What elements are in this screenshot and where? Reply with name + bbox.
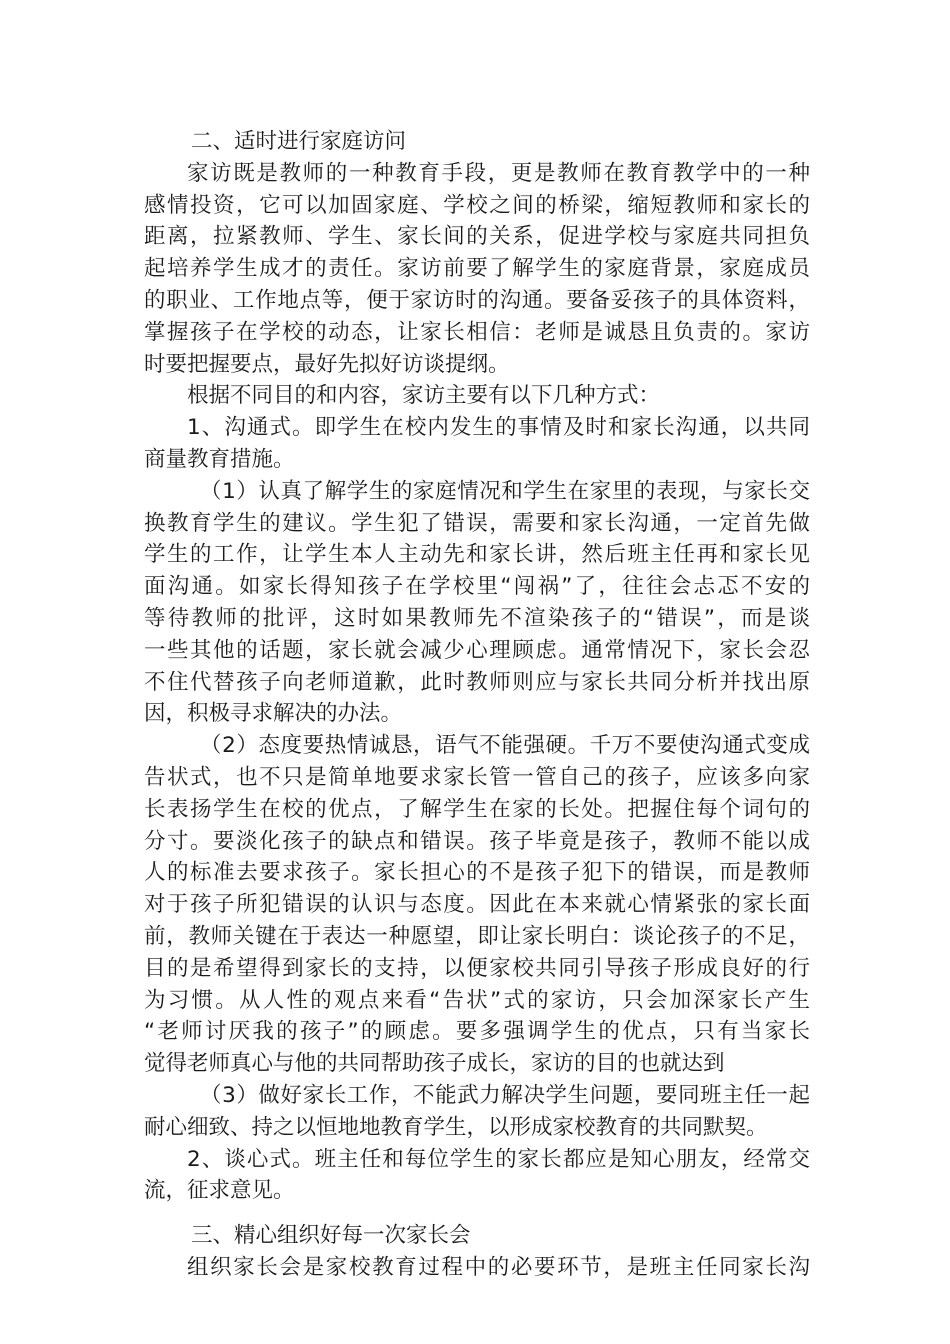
- paragraph-line: 根据不同目的和内容，家访主要有以下几种方式：: [187, 383, 661, 409]
- section-heading: 二、适时进行家庭访问: [191, 129, 407, 154]
- sub-item-line: 为习惯。从人性的观点来看“告状”式的家访，只会加深家长产生: [144, 987, 810, 1013]
- sub-item-line: 对于孩子所犯错误的认识与态度。因此在本来就心情紧张的家长面: [144, 892, 810, 918]
- sub-item-line: 因，积极寻求解决的办法。: [144, 701, 403, 727]
- list-item-line: 商量教育措施。: [144, 446, 295, 472]
- sub-item-line: “老师讨厌我的孩子”的顾虑。要多强调学生的优点，只有当家长: [144, 1019, 810, 1045]
- paragraph-line: 感情投资，它可以加固家庭、学校之间的桥梁，缩短教师和家长的: [144, 192, 810, 218]
- sub-item-line: （1）认真了解学生的家庭情况和学生在家里的表现，与家长交: [200, 478, 810, 504]
- list-item-line: 流，征求意见。: [144, 1178, 295, 1204]
- paragraph-line: 时要把握要点，最好先拟好访谈提纲。: [144, 351, 510, 377]
- paragraph-line: 组织家长会是家校教育过程中的必要环节，是班主任同家长沟: [187, 1254, 810, 1280]
- list-item-line: 1、沟通式。即学生在校内发生的事情及时和家长沟通，以共同: [187, 415, 810, 441]
- sub-item-line: 学生的工作，让学生本人主动先和家长讲，然后班主任再和家长见: [144, 542, 810, 568]
- sub-item-line: 面沟通。如家长得知孩子在学校里“闯祸”了，往往会忐忑不安的: [144, 574, 810, 600]
- sub-item-line: 觉得老师真心与他的共同帮助孩子成长，家访的目的也就达到: [144, 1051, 725, 1077]
- paragraph-line: 掌握孩子在学校的动态，让家长相信：老师是诚恳且负责的。家访: [144, 319, 810, 345]
- list-item-line: 2、谈心式。班主任和每位学生的家长都应是知心朋友，经常交: [187, 1146, 810, 1172]
- sub-item-line: 换教育学生的建议。学生犯了错误，需要和家长沟通，一定首先做: [144, 510, 810, 536]
- sub-item-line: 等待教师的批评，这时如果教师先不渲染孩子的“错误”，而是谈: [144, 605, 810, 631]
- sub-item-line: 一些其他的话题，家长就会减少心理顾虑。通常情况下，家长会忍: [144, 637, 810, 663]
- section-heading: 三、精心组织好每一次家长会: [191, 1223, 471, 1249]
- sub-item-line: 长表扬学生在校的优点，了解学生在家的长处。把握住每个词句的: [144, 796, 810, 822]
- document-page: [144, 126, 810, 1284]
- sub-item-line: 前，教师关键在于表达一种愿望，即让家长明白：谈论孩子的不足，: [144, 923, 810, 949]
- paragraph-line: 起培养学生成才的责任。家访前要了解学生的家庭背景，家庭成员: [144, 256, 810, 282]
- paragraph-line: 的职业、工作地点等，便于家访时的沟通。要备妥孩子的具体资料，: [144, 287, 810, 313]
- sub-item-line: （2）态度要热情诚恳，语气不能强硬。千万不要使沟通式变成: [200, 733, 810, 759]
- paragraph-line: 距离，拉紧教师、学生、家长间的关系，促进学校与家庭共同担负: [144, 224, 810, 250]
- sub-item-line: 人的标准去要求孩子。家长担心的不是孩子犯下的错误，而是教师: [144, 860, 810, 886]
- sub-item-line: 不住代替孩子向老师道歉，此时教师则应与家长共同分析并找出原: [144, 669, 810, 695]
- paragraph-line: 家访既是教师的一种教育手段，更是教师在教育教学中的一种: [187, 160, 810, 186]
- sub-item-line: 耐心细致、持之以恒地地教育学生，以形成家校教育的共同默契。: [144, 1114, 768, 1140]
- sub-item-line: 目的是希望得到家长的支持，以便家校共同引导孩子形成良好的行: [144, 955, 810, 981]
- sub-item-line: 分寸。要淡化孩子的缺点和错误。孩子毕竟是孩子，教师不能以成: [144, 828, 810, 854]
- sub-item-line: （3）做好家长工作，不能武力解决学生问题，要同班主任一起: [200, 1082, 810, 1108]
- sub-item-line: 告状式，也不只是简单地要求家长管一管自己的孩子，应该多向家: [144, 764, 810, 790]
- section-spacer: [144, 1207, 810, 1220]
